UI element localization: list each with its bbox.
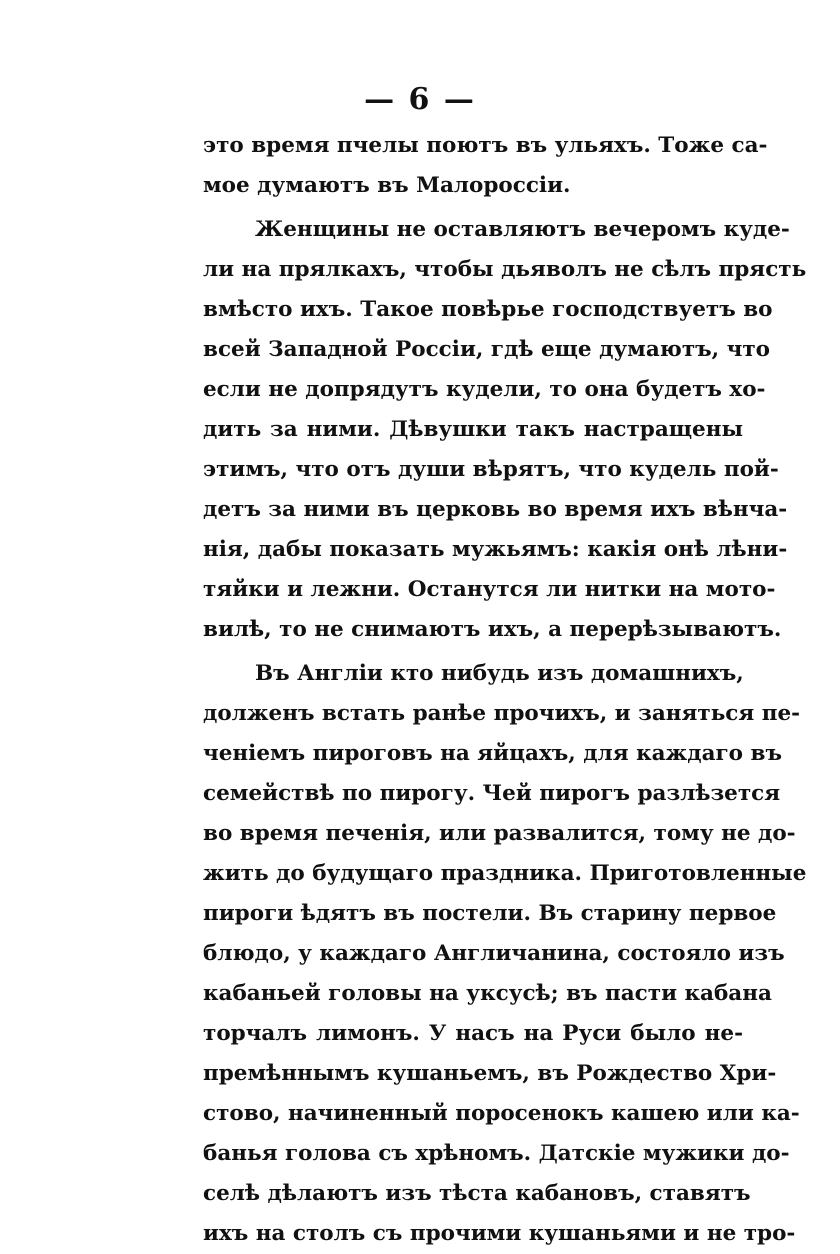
text-line: долженъ встать ранѣе прочихъ, и заняться пе- [203, 701, 801, 726]
text-line: семействѣ по пирогу. Чей пирогъ разлѣзется [203, 781, 781, 806]
text-line: пироги ѣдятъ въ постели. Въ старину первое [203, 901, 777, 926]
text-line: ченіемъ пироговъ на яйцахъ, для каждаго въ [203, 741, 782, 766]
text-line: банья голова съ хрѣномъ. Датскіе мужики до- [203, 1141, 790, 1166]
text-line: тяйки и лежни. Останутся ли нитки на мото- [203, 577, 776, 602]
text-line: всей Западной Россіи, гдѣ еще думаютъ, что [203, 337, 770, 362]
body-text [203, 126, 807, 1254]
text-line: если не допрядутъ кудели, то она будетъ хо- [203, 377, 766, 402]
text-line: премѣннымъ кушаньемъ, въ Рождество Хри- [203, 1061, 777, 1086]
text-line: во время печенія, или развалится, тому не до- [203, 821, 796, 846]
text-line: ли на прялкахъ, чтобы дьяволъ не сѣлъ прясть [203, 257, 807, 282]
paragraph-1 [203, 126, 768, 206]
text-line: мое думаютъ въ Малороссіи. [203, 173, 571, 198]
text-line: ихъ на столъ съ прочими кушаньями и не тро- [203, 1221, 796, 1246]
page-number: — 6 — [364, 82, 476, 117]
text-line: стово, начиненный поросенокъ кашею или ка- [203, 1101, 800, 1126]
text-line: вмѣсто ихъ. Такое повѣрье господствуетъ во [203, 297, 773, 322]
paragraph-2 [203, 210, 807, 650]
text-line: этимъ, что отъ души вѣрятъ, что кудель пой- [203, 457, 779, 482]
text-line: жить до будущаго праздника. Приготовленные [203, 861, 807, 886]
paragraph-3 [203, 654, 807, 1254]
text-line: торчалъ лимонъ. У насъ на Руси было не- [203, 1021, 743, 1046]
text-line: это время пчелы поютъ въ ульяхъ. Тоже са- [203, 133, 768, 158]
text-line: детъ за ними въ церковь во время ихъ вѣнча- [203, 497, 788, 522]
text-line: блюдо, у каждаго Англичанина, состояло изъ [203, 941, 785, 966]
text-line: нія, дабы показать мужьямъ: какія онѣ лѣни- [203, 537, 788, 562]
text-line: дить за ними. Дѣвушки такъ настращены [203, 417, 743, 442]
text-line: вилѣ, то не снимаютъ ихъ, а перерѣзываютъ. [203, 617, 782, 642]
text-line: Въ Англіи кто нибудь изъ домашнихъ, [255, 661, 744, 686]
text-line: селѣ дѣлаютъ изъ тѣста кабановъ, ставятъ [203, 1181, 751, 1206]
text-line: Женщины не оставляютъ вечеромъ куде- [255, 217, 790, 242]
text-line: кабаньей головы на уксусѣ; въ пасти кабана [203, 981, 772, 1006]
